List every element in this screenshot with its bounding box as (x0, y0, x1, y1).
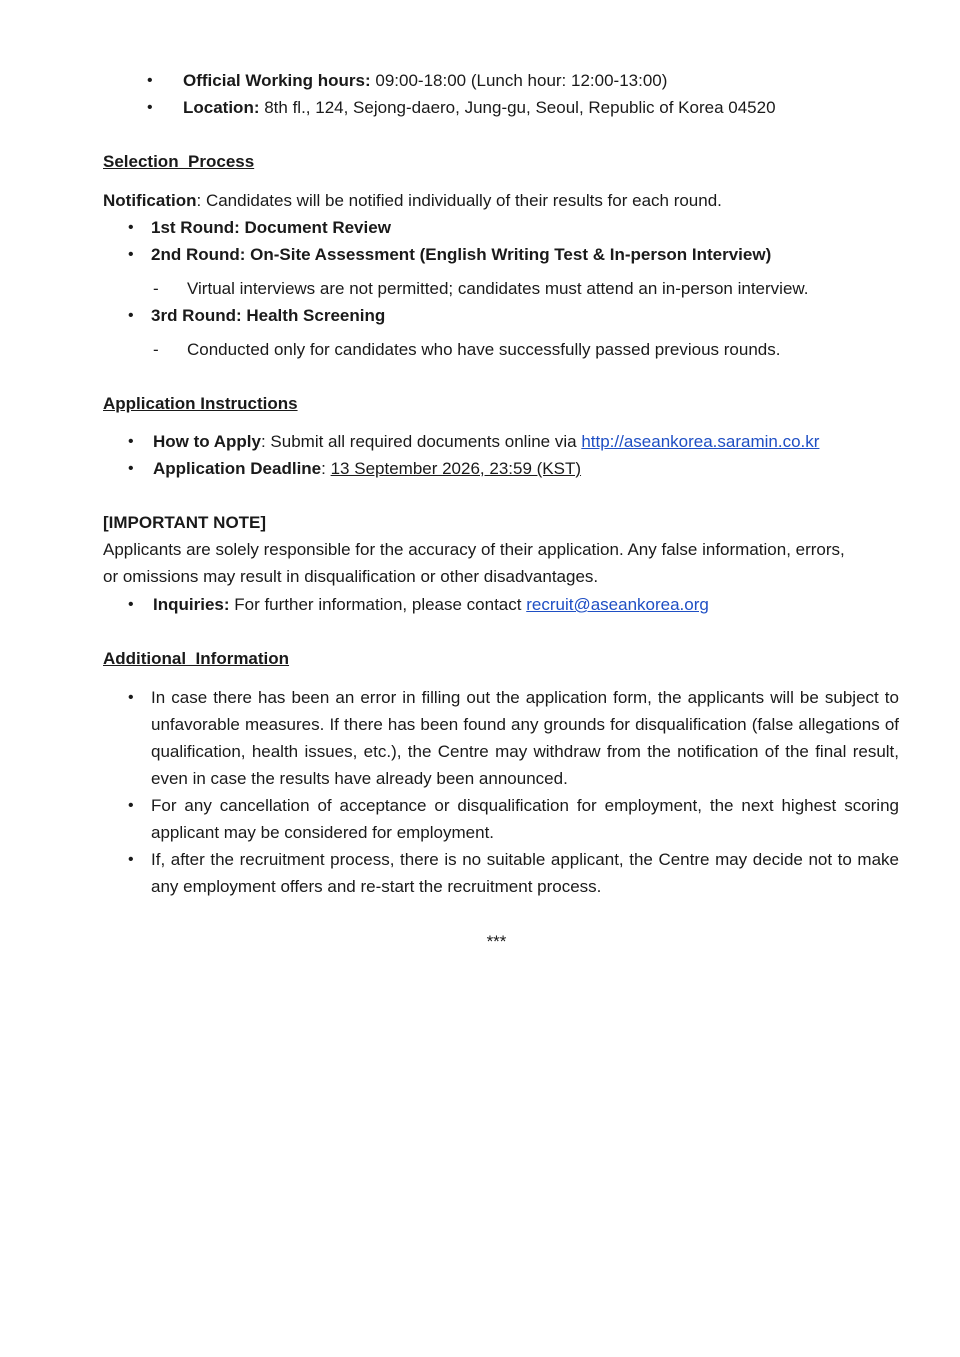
bullet: • (128, 596, 134, 613)
how-to-apply-item (153, 428, 819, 455)
bullet: • (128, 689, 134, 706)
notification-line (103, 187, 722, 214)
important-note-line-2: or omissions may result in disqualification or other disadvantages. (103, 567, 599, 586)
important-note-line-1: Applicants are solely responsible for the accuracy of their application. Any false information, errors, (103, 540, 845, 559)
round-1-item: 1st Round: Document Review (151, 218, 391, 237)
additional-item-3: If, after the recruitment process, there is no suitable applicant, the Centre may decide not to make any employment offers and re-start the recruitment process. (151, 850, 899, 896)
location-value: 8th fl., 124, Sejong-daero, Jung-gu, Seoul, Republic of Korea 04520 (259, 98, 776, 117)
dash-marker: - (153, 279, 159, 298)
application-site-link[interactable]: http://aseankorea.saramin.co.kr (581, 432, 820, 451)
bullet: • (128, 460, 134, 477)
selection-process-heading: Selection Process (103, 152, 255, 171)
additional-item-2: For any cancellation of acceptance or disqualification for employment, the next highest scoring applicant may be considered for employment. (151, 796, 899, 842)
recruit-email-link[interactable]: recruit@aseankorea.org (526, 595, 709, 614)
application-instructions-heading: Application Instructions (103, 394, 298, 413)
bullet: • (128, 851, 134, 868)
location-label: Location: (183, 98, 260, 117)
deadline-label: Application Deadline (153, 459, 322, 478)
how-to-apply-text: : Submit all required documents online via (260, 432, 582, 451)
bullet: • (128, 246, 134, 263)
bullet: • (128, 433, 134, 450)
bullet: • (128, 797, 134, 814)
round-2-item: 2nd Round: On-Site Assessment (English Writing Test & In-person Interview) (151, 245, 772, 264)
round-3-item: 3rd Round: Health Screening (151, 306, 386, 325)
deadline-separator: : (321, 459, 331, 478)
location-item (183, 94, 776, 121)
how-to-apply-label: How to Apply (153, 432, 261, 451)
working-hours-value: 09:00-18:00 (Lunch hour: 12:00-13:00) (370, 71, 668, 90)
deadline-value: 13 September 2026, 23:59 (KST) (330, 459, 582, 478)
working-hours-label: Official Working hours: (183, 71, 371, 90)
notification-label: Notification (103, 191, 197, 210)
inquiries-text: For further information, please contact (229, 595, 527, 614)
bullet: • (128, 219, 134, 236)
important-note-heading: [IMPORTANT NOTE] (103, 513, 267, 532)
working-hours-item (183, 67, 667, 94)
bullet: • (147, 99, 153, 116)
round-3-note: Conducted only for candidates who have successfully passed previous rounds. (187, 340, 781, 359)
end-marker: *** (486, 932, 507, 951)
round-2-note: Virtual interviews are not permitted; candidates must attend an in-person interview. (187, 279, 809, 298)
deadline-item (153, 455, 581, 482)
inquiries-item (153, 591, 709, 618)
notification-text: : Candidates will be notified individually of their results for each round. (196, 191, 722, 210)
additional-information-heading: Additional Information (103, 649, 290, 668)
dash-marker: - (153, 340, 159, 359)
bullet: • (147, 72, 153, 89)
inquiries-label: Inquiries: (153, 595, 230, 614)
bullet: • (128, 307, 134, 324)
additional-item-1: In case there has been an error in filling out the application form, the applicants will be subject to unfavorable measures. If there has been found any grounds for disqualification (false allegations of qualification, health issues, etc.), the Centre may withdraw from the notification of the final result, even in case the results have already been announced. (151, 688, 899, 788)
